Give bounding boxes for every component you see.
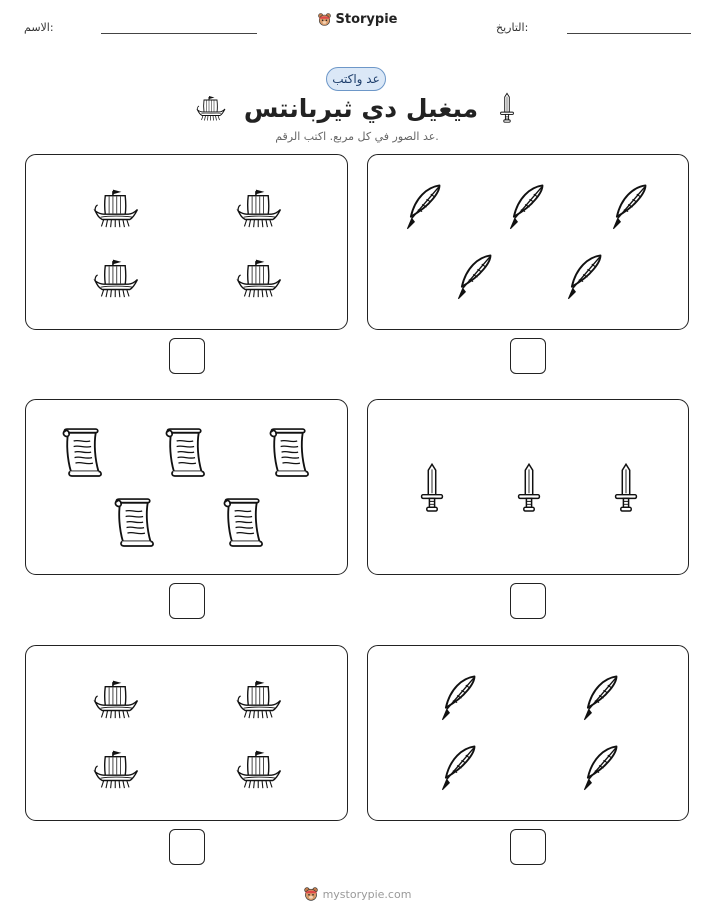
feather-icon: [606, 182, 652, 234]
scroll-icon: [265, 427, 311, 479]
scroll-icon: [219, 497, 265, 549]
scroll-icon: [161, 427, 207, 479]
feather-icon: [451, 252, 497, 304]
feather-icon: [561, 252, 607, 304]
ship-icon: [93, 252, 139, 304]
feather-icon: [503, 182, 549, 234]
footer-url: mystorypie.com: [322, 887, 412, 901]
count-panel: [367, 154, 689, 330]
ship-icon: [236, 743, 282, 795]
answer-box[interactable]: [169, 583, 205, 619]
sword-icon: [506, 462, 552, 514]
name-label: الاسم:: [24, 21, 54, 34]
answer-box[interactable]: [510, 338, 546, 374]
ship-icon: [236, 182, 282, 234]
name-field[interactable]: [101, 33, 257, 34]
feather-icon: [400, 182, 446, 234]
count-panel: [367, 399, 689, 575]
date-label: التاريخ:: [496, 21, 529, 34]
feather-icon: [435, 743, 481, 795]
footer: [0, 886, 714, 905]
ship-icon: [93, 182, 139, 234]
answer-box[interactable]: [169, 338, 205, 374]
sword-icon: [496, 92, 518, 124]
activity-badge: عد واكتب: [326, 67, 386, 91]
feather-icon: [435, 673, 481, 725]
ship-icon: [93, 673, 139, 725]
scroll-icon: [58, 427, 104, 479]
ship-icon: [236, 673, 282, 725]
answer-box[interactable]: [510, 583, 546, 619]
ship-icon: [93, 743, 139, 795]
date-field[interactable]: [567, 33, 691, 34]
bear-logo-icon: [303, 886, 319, 902]
ship-icon: [236, 252, 282, 304]
count-panel: [25, 399, 348, 575]
sword-icon: [603, 462, 649, 514]
brand-name: Storypie: [335, 12, 398, 27]
answer-box[interactable]: [510, 829, 546, 865]
answer-box[interactable]: [169, 829, 205, 865]
count-panel: [367, 645, 689, 821]
page-title: [0, 92, 714, 129]
count-panel: [25, 645, 348, 821]
scroll-icon: [110, 497, 156, 549]
ship-icon: [196, 93, 226, 123]
instructions: عد الصور في كل مربع. اكتب الرقم.: [275, 130, 439, 143]
title-text: ميغيل دي ثيربانتس: [243, 93, 479, 123]
feather-icon: [577, 743, 623, 795]
count-panel: [25, 154, 348, 330]
sword-icon: [409, 462, 455, 514]
feather-icon: [577, 673, 623, 725]
bear-logo-icon: [317, 12, 332, 27]
brand: [0, 12, 714, 31]
